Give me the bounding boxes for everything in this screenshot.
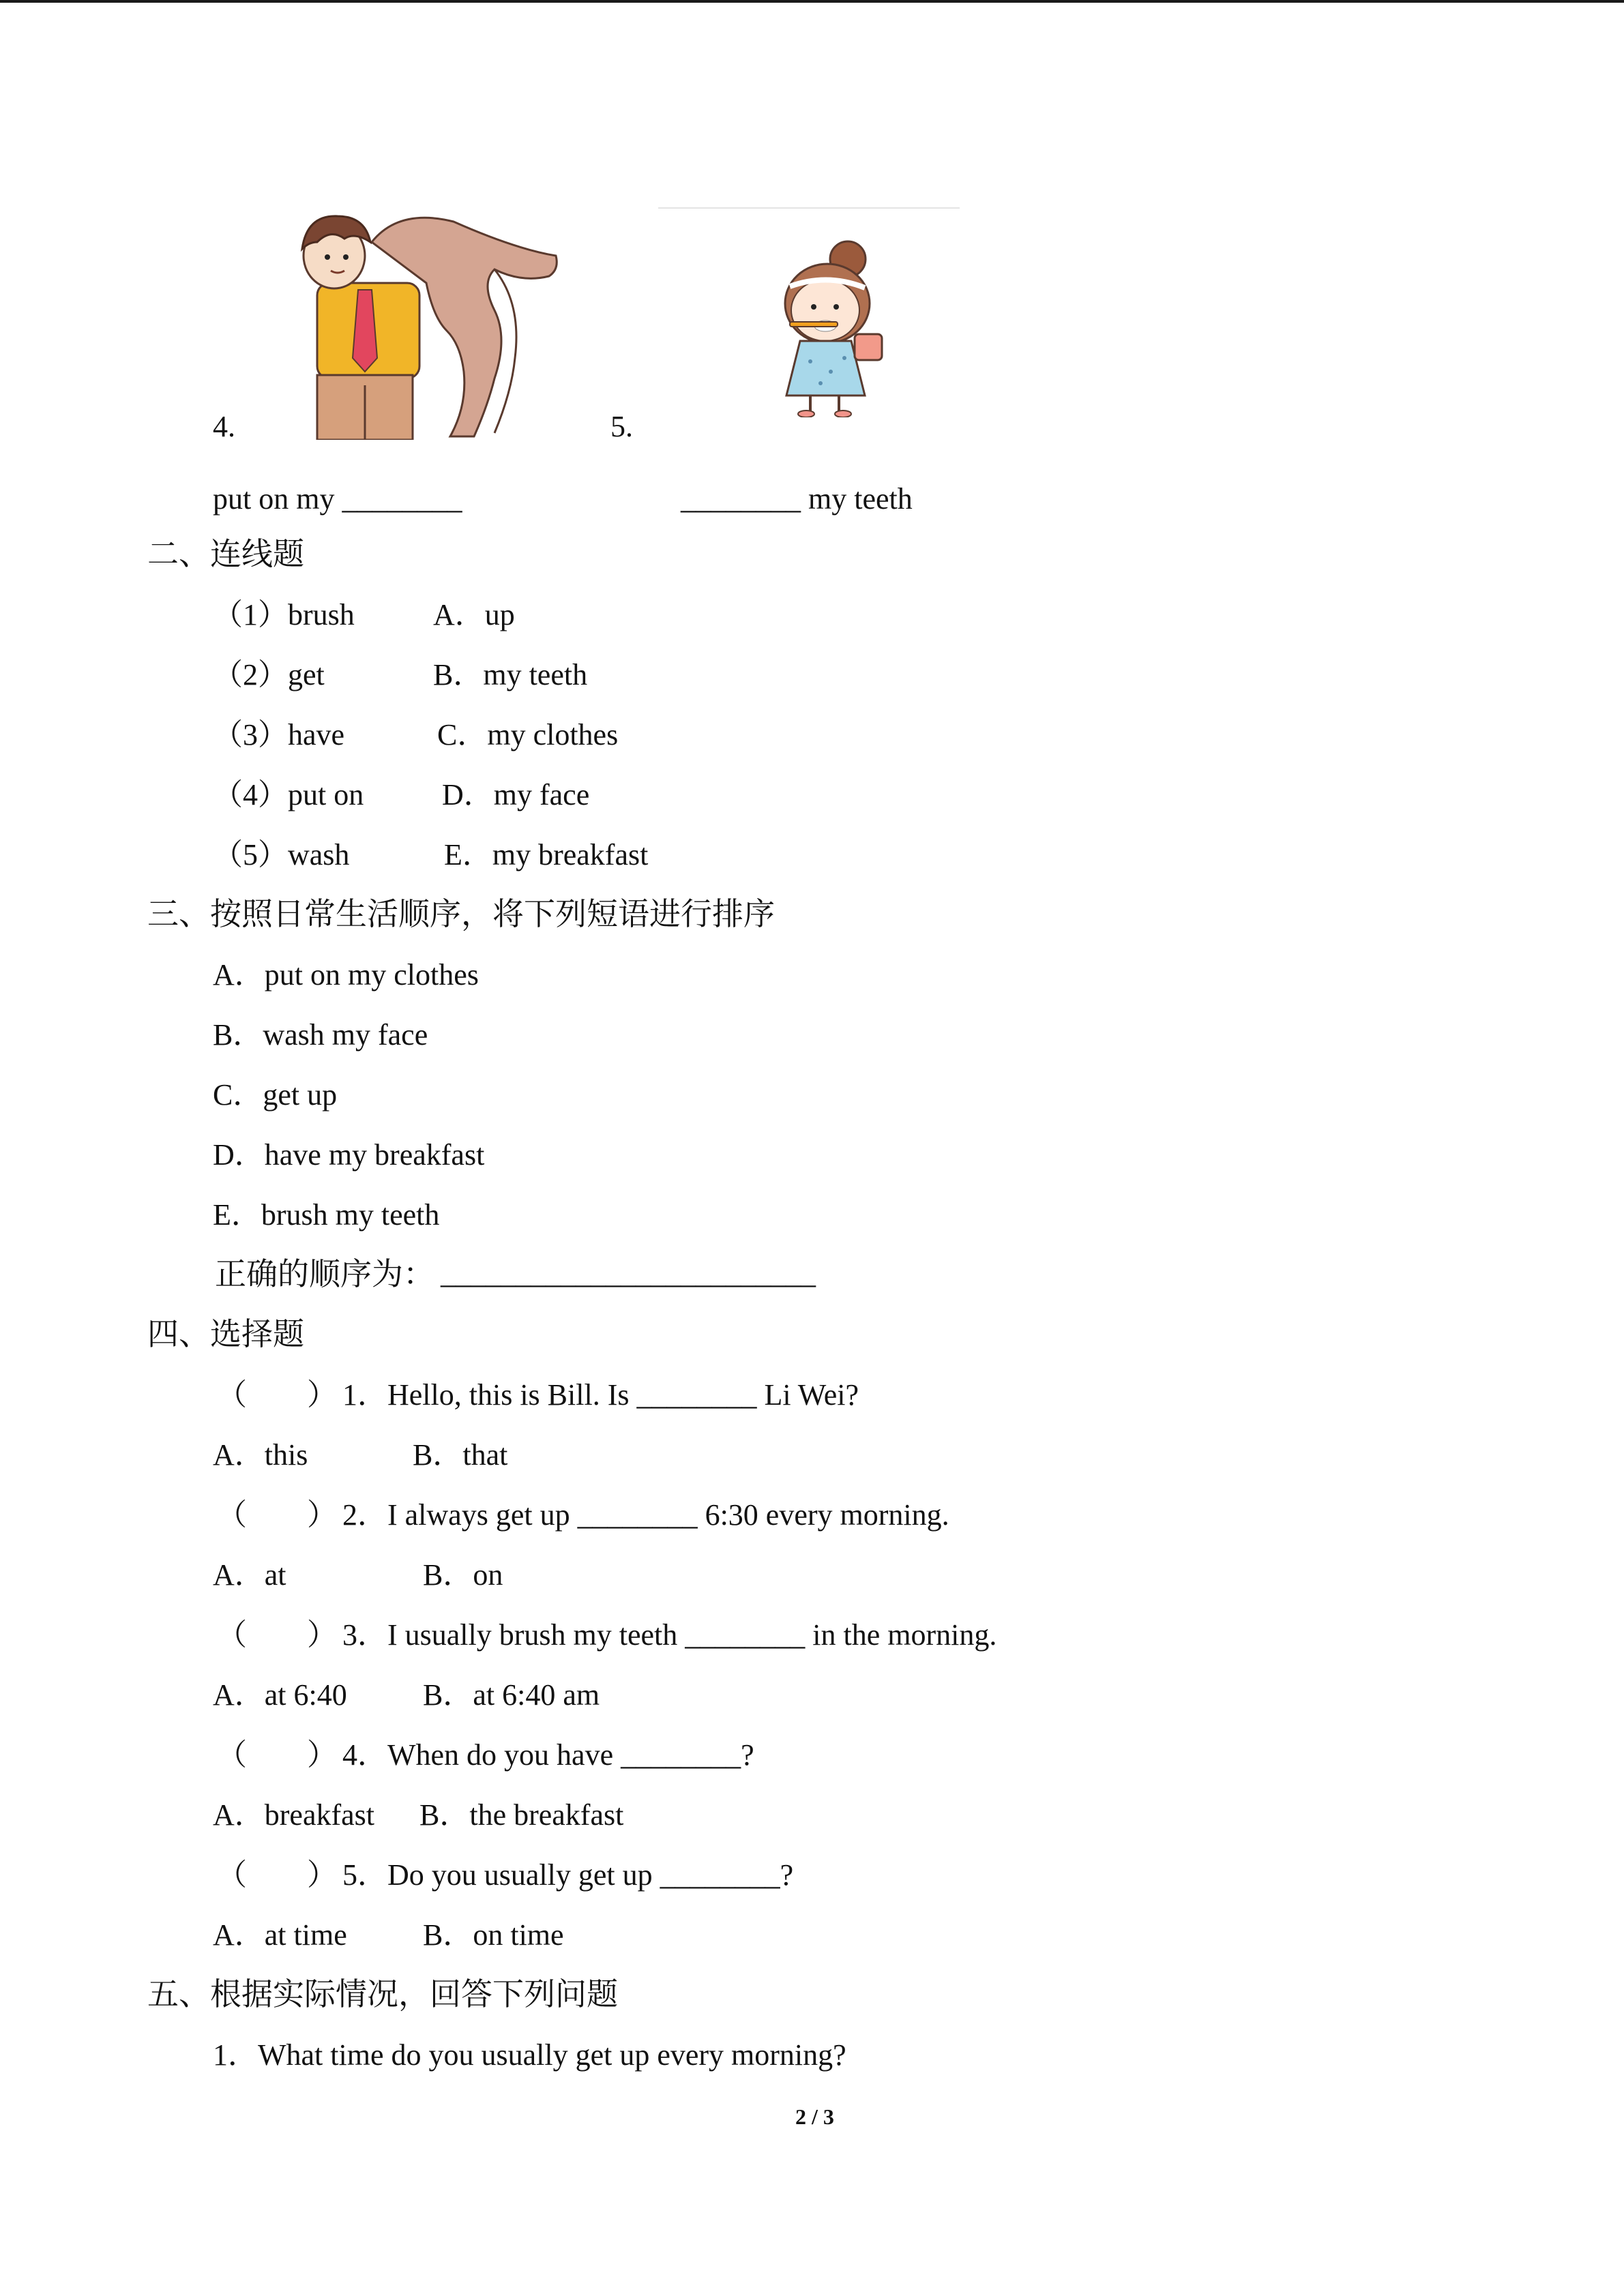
mc-3-question: 3．I usually brush my teeth ________ in the morning. xyxy=(342,1618,997,1652)
section-4-heading: 四、选择题 xyxy=(147,1317,304,1352)
mc-3-option-b: B．at 6:40 am xyxy=(423,1678,600,1712)
mc-1-paren[interactable]: （ ） xyxy=(217,1378,337,1412)
match-right-3: C．my clothes xyxy=(437,718,619,751)
mc-5-question: 5．Do you usually get up ________? xyxy=(342,1858,794,1892)
faint-rule xyxy=(658,207,960,209)
order-answer-label: 正确的顺序为： xyxy=(215,1257,434,1292)
page-top-border xyxy=(0,0,1624,3)
mc-1-question: 1．Hello, this is Bill. Is ________ Li Wei? xyxy=(342,1378,859,1412)
section-5-heading: 五、根据实际情况，回答下列问题 xyxy=(147,1977,618,2012)
mc-4-option-a: A．breakfast xyxy=(213,1798,375,1832)
mc-5-paren[interactable]: （ ） xyxy=(217,1858,337,1892)
mc-4-question: 4．When do you have ________? xyxy=(342,1738,754,1772)
picture-item-4-phrase: put on my ________ xyxy=(213,482,462,516)
match-right-2: B．my teeth xyxy=(433,658,588,691)
mc-1-option-b: B．that xyxy=(413,1438,508,1472)
section-2-heading: 二、连线题 xyxy=(147,537,304,571)
match-right-1: A．up xyxy=(433,598,515,631)
mc-2-option-a: A．at xyxy=(213,1558,286,1592)
mc-5-option-a: A．at time xyxy=(213,1918,347,1952)
match-right-4: D．my face xyxy=(442,778,590,811)
order-option-e: E．brush my teeth xyxy=(213,1198,440,1232)
mc-2-paren[interactable]: （ ） xyxy=(217,1498,337,1532)
match-left-1: （1）brush xyxy=(213,598,355,631)
match-left-5: （5）wash xyxy=(213,838,350,871)
order-answer-blank[interactable]: _________________________ xyxy=(441,1257,816,1290)
mc-2-option-b: B．on xyxy=(423,1558,503,1592)
order-option-b: B．wash my face xyxy=(213,1018,428,1052)
match-left-2: （2）get xyxy=(213,658,325,691)
picture-item-5-number: 5. xyxy=(610,410,633,443)
mc-3-paren[interactable]: （ ） xyxy=(217,1618,337,1652)
order-option-a: A．put on my clothes xyxy=(213,958,479,992)
mc-1-option-a: A．this xyxy=(213,1438,308,1472)
picture-item-4-number: 4. xyxy=(213,410,235,443)
match-left-4: （4）put on xyxy=(213,778,364,811)
mc-2-question: 2．I always get up ________ 6:30 every morning. xyxy=(342,1498,949,1532)
mc-5-option-b: B．on time xyxy=(423,1918,564,1952)
section-3-heading: 三、按照日常生活顺序，将下列短语进行排序 xyxy=(147,897,775,931)
mc-4-option-b: B．the breakfast xyxy=(419,1798,624,1832)
order-option-c: C．get up xyxy=(213,1078,338,1112)
match-left-3: （3）have xyxy=(213,718,345,751)
page-number: 2 / 3 xyxy=(795,2104,834,2129)
mc-4-paren[interactable]: （ ） xyxy=(217,1738,337,1772)
picture-item-5-phrase: ________ my teeth xyxy=(681,482,913,516)
girl-brushing-teeth-illustration xyxy=(763,239,899,417)
open-question-1: 1．What time do you usually get up every morning? xyxy=(213,2038,846,2072)
boy-coat-illustration xyxy=(290,201,563,440)
order-option-d: D．have my breakfast xyxy=(213,1138,485,1172)
mc-3-option-a: A．at 6:40 xyxy=(213,1678,347,1712)
match-right-5: E．my breakfast xyxy=(444,838,649,871)
